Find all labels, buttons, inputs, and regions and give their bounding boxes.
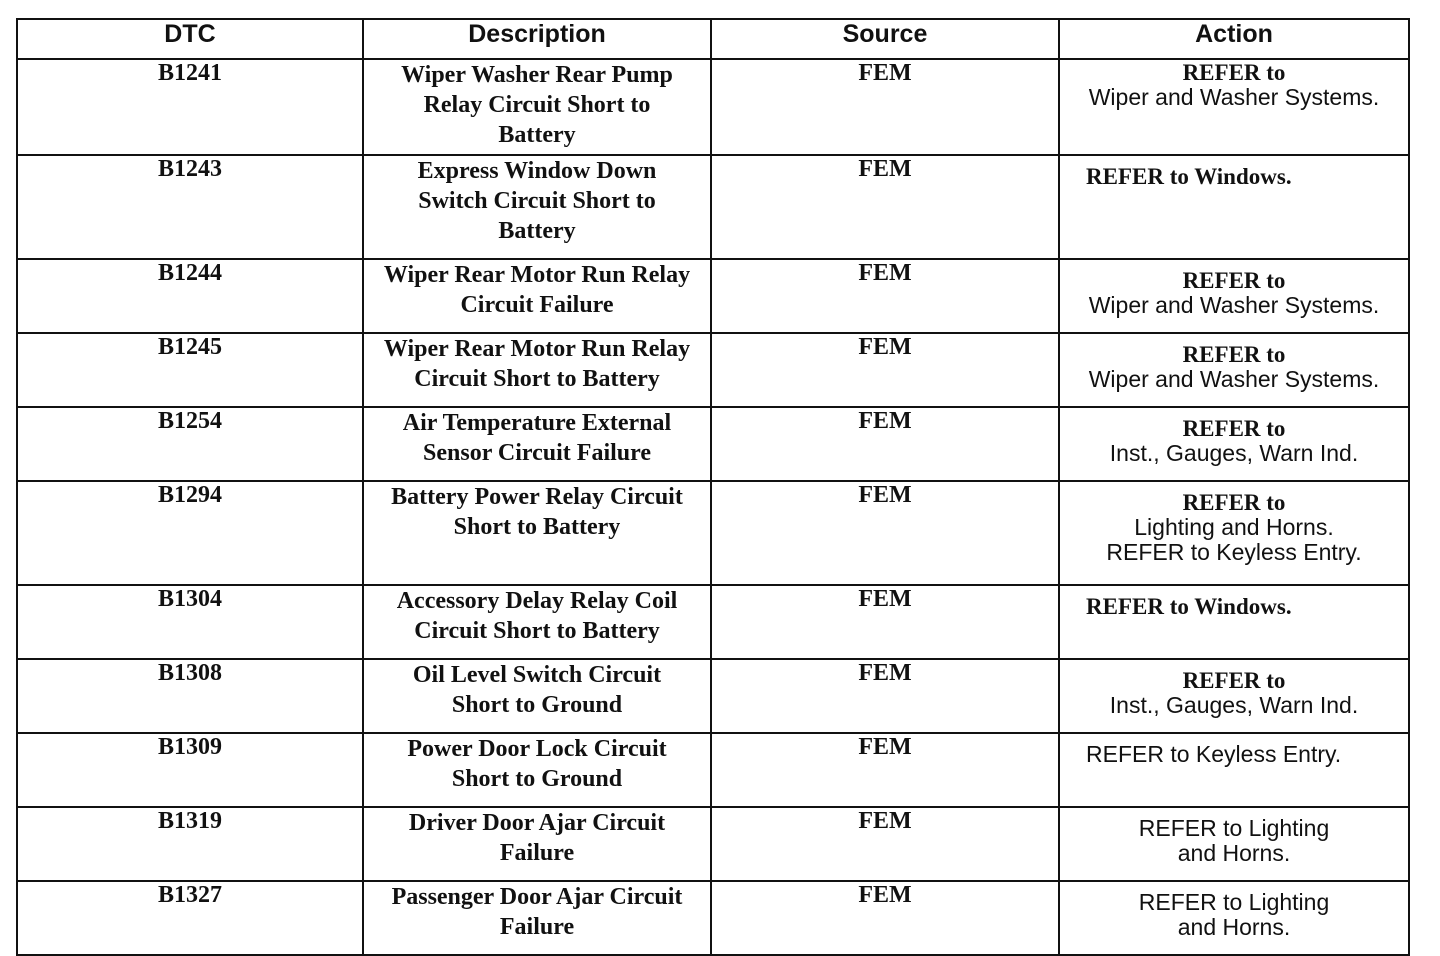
description-line: Driver Door Ajar Circuit <box>408 810 666 836</box>
action-cell <box>1059 881 1409 955</box>
source-cell: FEM <box>711 585 1059 659</box>
description-line: Battery <box>498 218 576 244</box>
description-line: Failure <box>499 840 575 866</box>
description-cell <box>363 659 711 733</box>
description-cell <box>363 259 711 333</box>
description-cell <box>363 481 711 585</box>
description-line: Accessory Delay Relay Coil <box>396 588 678 614</box>
action-line: REFER to <box>1182 416 1286 441</box>
dtc-code: B1308 <box>17 659 363 733</box>
source-cell: FEM <box>711 155 1059 259</box>
source-cell: FEM <box>711 807 1059 881</box>
description-cell <box>363 333 711 407</box>
dtc-code: B1327 <box>17 881 363 955</box>
description-line: Passenger Door Ajar Circuit <box>391 884 683 910</box>
action-line: REFER to Windows. <box>1086 164 1292 189</box>
description-line: Relay Circuit Short to <box>423 92 651 118</box>
action-line: REFER to Windows. <box>1086 594 1292 619</box>
action-line: REFER to Lighting <box>1138 815 1330 841</box>
dtc-code: B1254 <box>17 407 363 481</box>
table-row <box>17 59 1409 155</box>
action-cell <box>1059 807 1409 881</box>
dtc-code: B1244 <box>17 259 363 333</box>
action-cell <box>1059 259 1409 333</box>
header-action: Action <box>1059 19 1409 59</box>
table-row <box>17 659 1409 733</box>
description-line: Wiper Rear Motor Run Relay <box>383 336 691 362</box>
action-cell <box>1059 155 1409 259</box>
dtc-code: B1304 <box>17 585 363 659</box>
dtc-code: B1243 <box>17 155 363 259</box>
table-header <box>17 19 1409 59</box>
dtc-code: B1245 <box>17 333 363 407</box>
table-row <box>17 807 1409 881</box>
action-line: Lighting and Horns. <box>1134 514 1334 540</box>
description-line: Circuit Short to Battery <box>414 366 660 392</box>
action-cell <box>1059 407 1409 481</box>
table-row <box>17 733 1409 807</box>
description-line: Switch Circuit Short to <box>418 188 656 214</box>
table-body <box>17 59 1409 955</box>
table-row <box>17 481 1409 585</box>
action-line: REFER to Lighting <box>1138 889 1330 915</box>
header-dtc: DTC <box>17 19 363 59</box>
header-row <box>17 19 1409 59</box>
source-cell: FEM <box>711 481 1059 585</box>
action-line: REFER to <box>1182 268 1286 293</box>
source-cell: FEM <box>711 659 1059 733</box>
header-source: Source <box>711 19 1059 59</box>
action-line: REFER to Keyless Entry. <box>1086 741 1342 767</box>
description-line: Failure <box>499 914 575 940</box>
description-line: Circuit Short to Battery <box>414 618 660 644</box>
dtc-code: B1309 <box>17 733 363 807</box>
action-cell <box>1059 733 1409 807</box>
description-line: Short to Battery <box>453 514 621 540</box>
description-line: Wiper Washer Rear Pump <box>401 62 673 88</box>
table-row <box>17 407 1409 481</box>
description-line: Battery Power Relay Circuit <box>391 484 683 510</box>
action-cell <box>1059 585 1409 659</box>
description-line: Short to Ground <box>451 766 623 792</box>
dtc-code: B1319 <box>17 807 363 881</box>
source-cell: FEM <box>711 259 1059 333</box>
table-row <box>17 585 1409 659</box>
action-cell <box>1059 333 1409 407</box>
action-cell <box>1059 481 1409 585</box>
source-cell: FEM <box>711 733 1059 807</box>
action-line: Inst., Gauges, Warn Ind. <box>1109 692 1359 718</box>
description-line: Oil Level Switch Circuit <box>412 662 662 688</box>
source-cell: FEM <box>711 407 1059 481</box>
action-line: Wiper and Washer Systems. <box>1088 292 1380 318</box>
description-line: Sensor Circuit Failure <box>423 440 651 466</box>
action-line: REFER to <box>1182 490 1286 515</box>
description-cell <box>363 155 711 259</box>
description-line: Air Temperature External <box>402 410 672 436</box>
table-row <box>17 155 1409 259</box>
action-cell <box>1059 659 1409 733</box>
source-cell: FEM <box>711 333 1059 407</box>
action-line: REFER to <box>1182 60 1286 85</box>
source-cell: FEM <box>711 881 1059 955</box>
action-line: Wiper and Washer Systems. <box>1088 366 1380 392</box>
description-cell <box>363 407 711 481</box>
action-line: and Horns. <box>1177 914 1291 940</box>
table-row <box>17 881 1409 955</box>
description-line: Express Window Down <box>417 158 657 184</box>
action-line: and Horns. <box>1177 840 1291 866</box>
description-line: Short to Ground <box>451 692 623 718</box>
dtc-code: B1241 <box>17 59 363 155</box>
action-line: Wiper and Washer Systems. <box>1088 84 1380 110</box>
dtc-table <box>16 18 1410 956</box>
source-cell: FEM <box>711 59 1059 155</box>
description-line: Wiper Rear Motor Run Relay <box>383 262 691 288</box>
description-line: Circuit Failure <box>460 292 614 318</box>
description-line: Battery <box>498 122 576 148</box>
action-line: REFER to <box>1182 668 1286 693</box>
action-line: Inst., Gauges, Warn Ind. <box>1109 440 1359 466</box>
description-cell <box>363 585 711 659</box>
header-description: Description <box>363 19 711 59</box>
action-cell <box>1059 59 1409 155</box>
description-cell <box>363 881 711 955</box>
table-row <box>17 259 1409 333</box>
description-cell <box>363 733 711 807</box>
description-line: Power Door Lock Circuit <box>407 736 667 762</box>
action-line: REFER to <box>1182 342 1286 367</box>
action-line: REFER to Keyless Entry. <box>1106 539 1362 565</box>
description-cell <box>363 807 711 881</box>
dtc-code: B1294 <box>17 481 363 585</box>
table-row <box>17 333 1409 407</box>
description-cell <box>363 59 711 155</box>
